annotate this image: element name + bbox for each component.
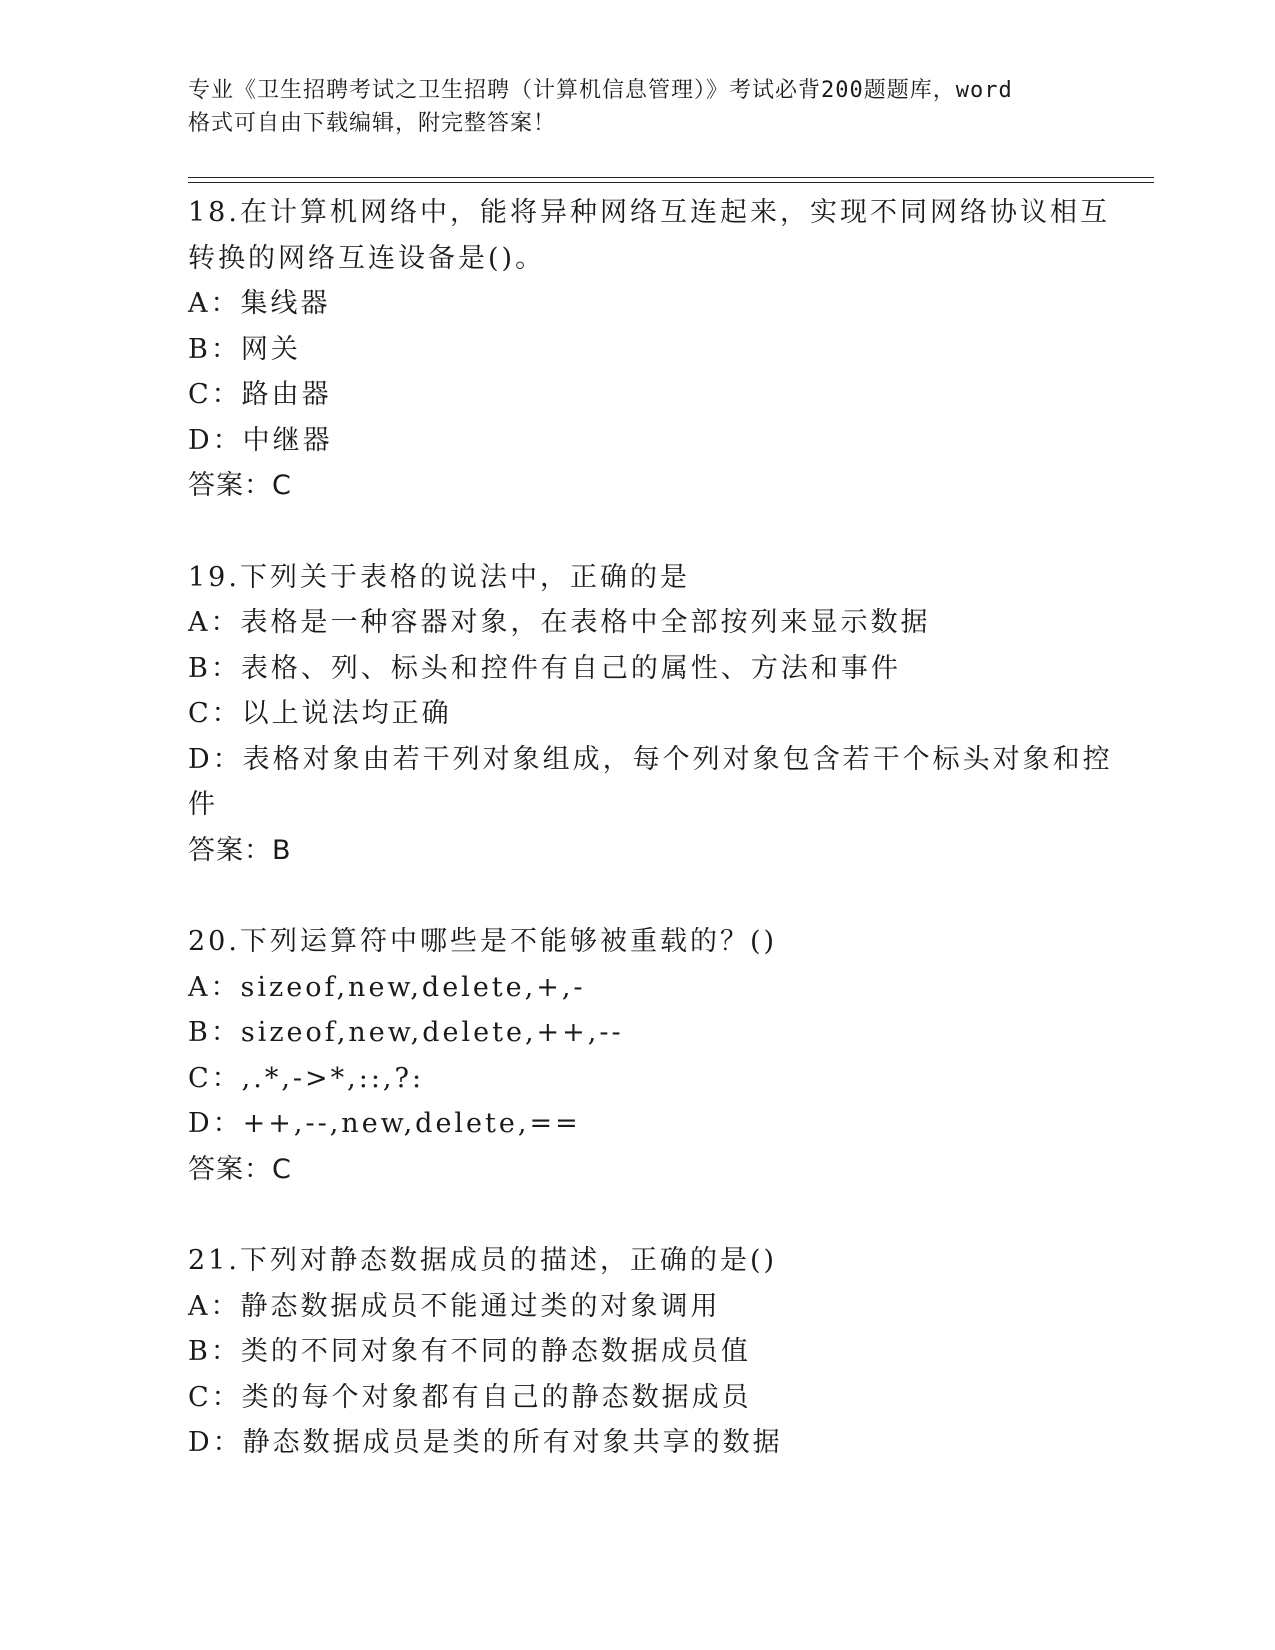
question-stem-line: 21.下列对静态数据成员的描述，正确的是() — [188, 1245, 778, 1276]
question-stem-line: 20.下列运算符中哪些是不能够被重载的？() — [188, 926, 778, 957]
document-header — [188, 74, 1088, 140]
answer-text: 答案：C — [188, 470, 292, 501]
option-c: C：类的每个对象都有自己的静态数据成员 — [188, 1381, 752, 1413]
option-b: B：类的不同对象有不同的静态数据成员值 — [188, 1336, 751, 1367]
option-a: A：表格是一种容器对象，在表格中全部按列来显示数据 — [188, 607, 931, 638]
header-divider-top — [188, 177, 1154, 178]
question-21 — [188, 1238, 1088, 1466]
option-d: D：表格对象由若干列对象组成，每个列对象包含若干个标头对象和控 — [188, 743, 1113, 775]
option-a: A：集线器 — [188, 288, 331, 319]
option-b: B：网关 — [188, 333, 301, 365]
option-b: B：表格、列、标头和控件有自己的属性、方法和事件 — [188, 652, 901, 684]
option-d: D：++,--,new,delete,== — [188, 1108, 581, 1139]
option-a: A：静态数据成员不能通过类的对象调用 — [188, 1290, 721, 1322]
option-d: D：静态数据成员是类的所有对象共享的数据 — [188, 1427, 783, 1458]
option-c: C：路由器 — [188, 379, 332, 410]
question-list — [188, 190, 1113, 1512]
header-line-2: 格式可自由下载编辑，附完整答案！ — [188, 111, 557, 136]
option-d-continued: 件 — [188, 789, 218, 820]
option-a: A：sizeof,new,delete,+,- — [188, 971, 586, 1003]
question-20 — [188, 919, 1088, 1192]
option-d: D：中继器 — [188, 424, 333, 456]
header-line-1: 专业《卫生招聘考试之卫生招聘（计算机信息管理）》考试必背200题题库，word — [188, 78, 1013, 103]
header-divider-bottom — [188, 182, 1154, 183]
question-stem-line: 18.在计算机网络中，能将异种网络互连起来，实现不同网络协议相互 — [188, 197, 1110, 228]
option-c: C：以上说法均正确 — [188, 698, 452, 729]
question-18 — [188, 190, 1110, 509]
answer-text: 答案：B — [188, 834, 292, 866]
option-b: B：sizeof,new,delete,++,-- — [188, 1017, 624, 1048]
option-c: C：,.*,->*,::,?: — [188, 1062, 425, 1094]
question-19 — [188, 555, 1113, 874]
question-stem-line: 19.下列关于表格的说法中，正确的是 — [188, 561, 690, 593]
question-stem-line: 转换的网络互连设备是()。 — [188, 242, 546, 274]
answer-text: 答案：C — [188, 1153, 292, 1185]
